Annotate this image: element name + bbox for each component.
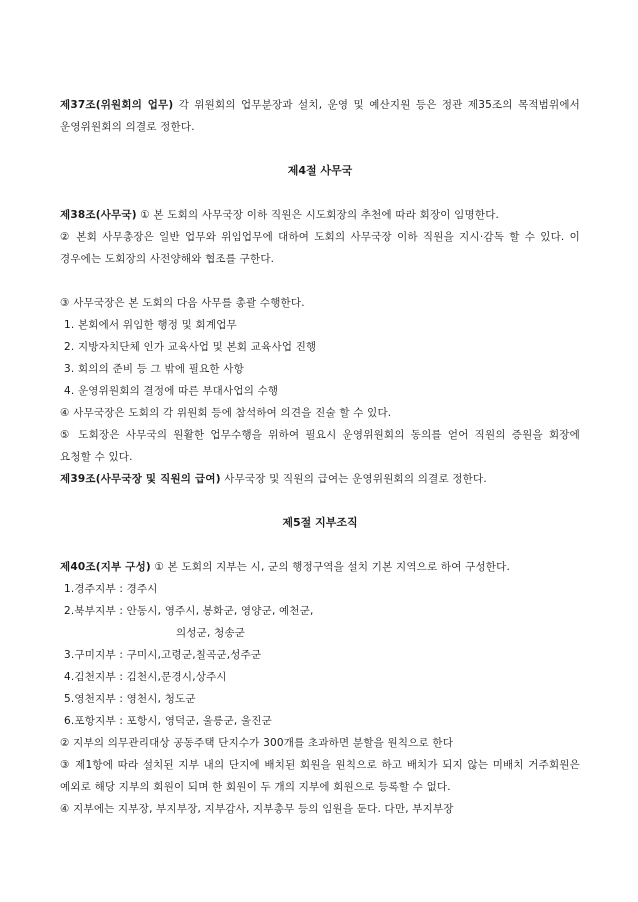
article-37: [60, 94, 580, 138]
section-5-heading: 제5절 지부조직: [282, 516, 358, 529]
list-item: 5.영천지부 : 영천시, 청도군: [64, 693, 196, 705]
article-38-para-3: ③ 사무국장은 본 도회의 다음 사무를 총괄 수행한다.: [60, 297, 305, 309]
list-item-continuation: 의성군, 청송군: [176, 627, 246, 639]
article-38-p1: ① 본 도회의 사무국장 이하 직원은 시도회장의 추천에 따라 회장이 임명한다.: [136, 209, 500, 221]
list-item: 2. 지방자치단체 인가 교육사업 및 본회 교육사업 진행: [64, 341, 317, 353]
list-item: 4.김천지부 : 김천시,문경시,상주시: [64, 671, 227, 683]
article-40-para-4: ④ 지부에는 지부장, 부지부장, 지부감사, 지부총무 등의 임원을 둔다. 다만, 부지부장: [60, 803, 454, 815]
article-40-title: 제40조(지부 구성): [60, 561, 151, 573]
article-38-para-2: ② 본회 사무총장은 일반 업무와 위임업무에 대하여 도회의 사무국장 이하 직원을 지시·감독 할 수 있다. 이 경우에는 도회장의 사전양해와 협조를 구한다.: [60, 231, 580, 265]
article-38-para-1: [60, 204, 580, 226]
list-item: 1.경주지부 : 경주시: [64, 583, 158, 595]
article-40-para-2: ② 지부의 의무관리대상 공동주택 단지수가 300개를 초과하면 분할을 원칙으로 한다: [60, 737, 454, 749]
list-item: 6.포항지부 : 포항시, 영덕군, 울릉군, 울진군: [64, 715, 272, 727]
list-item: 1. 본회에서 위임한 행정 및 회계업무: [64, 319, 237, 331]
article-39: [60, 468, 580, 490]
article-38-para-4: ④ 사무국장은 도회의 각 위원회 등에 참석하여 의견을 진술 할 수 있다.: [60, 407, 392, 419]
list-item: 3. 회의의 준비 등 그 밖에 필요한 사항: [64, 363, 244, 375]
list-item: 4. 운영위원회의 결정에 따른 부대사업의 수행: [64, 385, 279, 397]
article-39-body: 사무국장 및 직원의 급여는 운영위원회의 의결로 정한다.: [220, 473, 487, 485]
article-40-p1: ① 본 도회의 지부는 시, 군의 행정구역을 설치 기본 지역으로 하여 구성한다.: [150, 561, 511, 573]
article-38-para-5: ⑤ 도회장은 사무국의 원활한 업무수행을 위하여 필요시 운영위원회의 동의를 얻어 직원의 증원을 회장에 요청할 수 있다.: [60, 429, 580, 463]
article-37-title: 제37조(위원회의 업무): [60, 99, 174, 111]
list-item: 3.구미지부 : 구미시,고령군,칠곡군,성주군: [64, 649, 262, 661]
document-body: [60, 94, 580, 820]
article-38-title: 제38조(사무국): [60, 209, 137, 221]
article-40-para-1: [60, 556, 580, 578]
article-37-body: 각 위원회의 업무분장과 설치, 운영 및 예산지원 등은 정관 제35조의 목적범위에서 운영위원회의 의결로 정한다.: [60, 99, 581, 133]
article-40-para-3: ③ 제1항에 따라 설치된 지부 내의 단지에 배치된 회원을 원칙으로 하고 배치가 되지 않는 미배치 거주회원은 예외로 해당 지부의 회원이 되며 한 회원이 두 개의 지부에 회원으로 등록할 수 없다.: [60, 759, 580, 793]
section-4-heading: 제4절 사무국: [287, 164, 353, 177]
list-item: 2.북부지부 : 안동시, 영주시, 봉화군, 영양군, 예천군,: [64, 605, 314, 617]
article-39-title: 제39조(사무국장 및 직원의 급여): [60, 473, 221, 485]
